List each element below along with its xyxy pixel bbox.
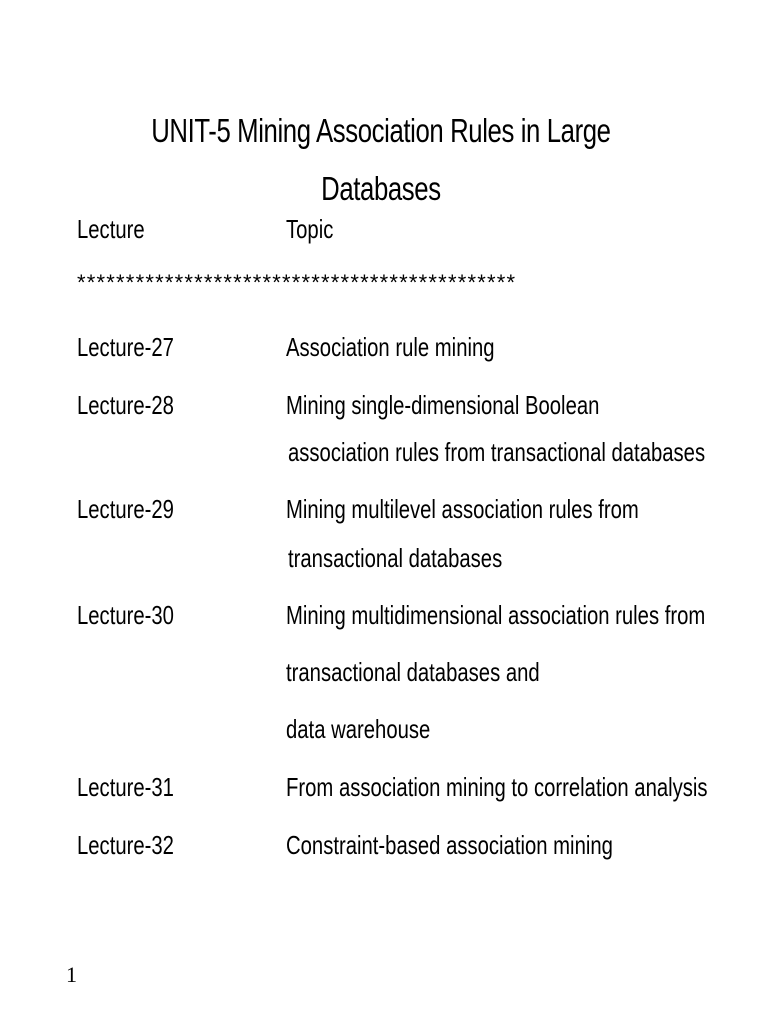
slide-title [81, 102, 680, 218]
lecture-number: Lecture-31 [77, 772, 174, 802]
lecture-number: Lecture-32 [77, 830, 174, 860]
lecture-topic: Association rule mining [286, 332, 495, 362]
lecture-topic-continued: data warehouse [286, 714, 431, 744]
lecture-topic: Mining multidimensional association rules from [286, 600, 706, 630]
lecture-topic: Constraint-based association mining [286, 830, 613, 860]
lecture-number: Lecture-27 [77, 332, 174, 362]
header-lecture: Lecture [77, 214, 145, 244]
page-number: 1 [66, 962, 77, 987]
lecture-number: Lecture-28 [77, 390, 174, 420]
header-topic: Topic [286, 214, 334, 244]
lecture-topic: Mining multilevel association rules from [286, 494, 639, 524]
lecture-topic-continued: transactional databases [288, 543, 503, 573]
title-line-1: UNIT-5 Mining Association Rules in Large [151, 112, 611, 149]
lecture-topic: From association mining to correlation analysis [286, 772, 708, 802]
lecture-number: Lecture-29 [77, 494, 174, 524]
lecture-number: Lecture-30 [77, 600, 174, 630]
lecture-topic: Mining single-dimensional Boolean [286, 390, 600, 420]
lecture-topic-continued: association rules from transactional databases [288, 437, 706, 467]
lecture-topic-continued: transactional databases and [286, 657, 540, 687]
separator-line: ********************************************* [77, 270, 517, 295]
title-line-2: Databases [321, 170, 441, 207]
